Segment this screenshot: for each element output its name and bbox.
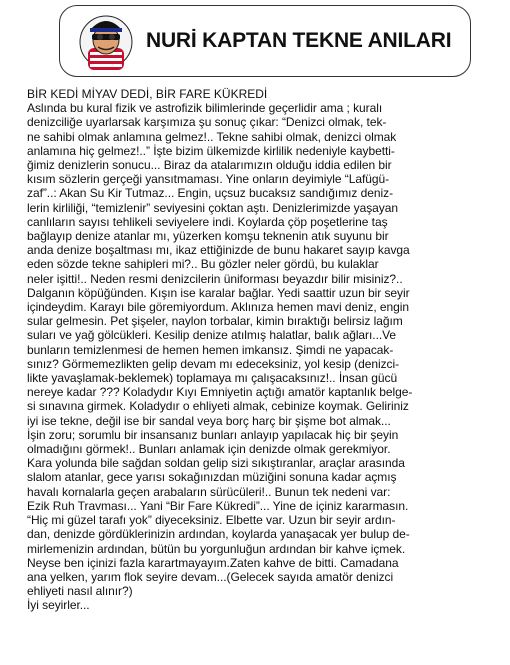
article-line: slalom atanlar, gece yarısı sokağınızdan müziğini sonuna kadar açmış — [27, 470, 397, 485]
article-line: havalı kornalarla geçen arabaların sürücüleri!.. Bunun tek nedeni var: — [27, 484, 391, 499]
article-line: sular gelmesin. Pet şişeler, naylon torbalar, kimin bıraktığı belirsiz lağım — [27, 314, 403, 329]
article-line: anda denize boşaltması mı, ikaz ettiğinizde de bunu hakaret sayıp kavga — [27, 243, 410, 258]
article-line: iyi ise tekne, değil ise bir sandal veya borç harç bir şişme bot almak... — [27, 413, 391, 428]
article-line: Ezik Ruh Travması... Yani “Bir Fare Kükredi”... Yine de içiniz kararmasın. — [27, 498, 409, 513]
article-line: “Hiç mi güzel tarafı yok” diyeceksiniz. Elbette var. Uzun bir seyir ardın- — [27, 513, 396, 528]
article-line: zaf”..: Akan Su Kir Tutmaz... Engin, uçsuz bucaksız sandığımız deniz- — [27, 186, 394, 201]
article-line: bağlayıp denize atanlar mı, yüzerken komşu teknenin atık suyunu bir — [27, 229, 389, 244]
sailor-captain-icon — [78, 8, 134, 74]
article-line: nereye kadar ??? Koladydır Kıyı Emniyetin açtığı amatör kaptanlık belge- — [27, 385, 413, 400]
article-line: likte yavaşlamak-beklemek) toplamaya mı çalışacaksınız!.. İnsan gücü — [27, 371, 398, 386]
article-line: Aslında bu kural fizik ve astrofizik bilimlerinde geçerlidir ama ; kuralı — [27, 101, 383, 116]
article-line: neler işitti!.. Neden resmi denizcilerin üniforması beyazdır bilir misiniz?.. — [27, 271, 403, 286]
article-line: si sınavına girmek. Koladydır o ehliyeti almak, cebinize koymak. Geliriniz — [27, 399, 409, 414]
article-line: denizciliğe uyarlarsak karşımıza şu sonuç çıkar: “Denizci olmak, tek- — [27, 115, 387, 130]
article-line: eden sözde tekne sahipleri mi?.. Bu gözler neler gördü, bu kulaklar — [27, 257, 379, 272]
article — [27, 87, 492, 613]
article-line: ana yelken, yarım flok seyire devam...(Gelecek sayıda amatör denizci — [27, 569, 394, 584]
article-line: anlamına hiç gelmez!..” İşte bizim ülkemizde kirlilik nedeniyle kaybetti- — [27, 143, 395, 158]
article-line: İyi seyirler... — [27, 598, 90, 613]
article-line: mirlemenizin ardından, bütün bu yorgunluğun ardından bir kahve içmek. — [27, 541, 406, 556]
article-line: kısım sözlerin gerçeği yansıtmaması. Yine onların deyimiyle “Lafügü- — [27, 172, 390, 187]
article-line: sınız? Görmemezlikten gelip devam mı edeceksiniz, yol kesip (denizci- — [27, 356, 400, 371]
article-line: Kara yolunda bile sağdan soldan gelip sizi sıkıştıranlar, araçlar arasında — [27, 456, 405, 471]
article-line: lerin kirliliği, “temizlenir” seviyesini çoktan aştı. Denizlerimizde yaşayan — [27, 200, 398, 215]
page-title: NURİ KAPTAN TEKNE ANILARI — [146, 29, 452, 52]
article-line: bunların temizlenmesi de hemen hemen imkansız. Şimdi ne yapacak- — [27, 342, 394, 357]
article-line: canlıların sayısı tehlikeli seviyelere indi. Koylarda çöp poşetlerine taş — [27, 214, 388, 229]
article-line: olmadığını görmek!.. Bunları anlamak için denizde olmak gerekmiyor. — [27, 442, 391, 457]
title-banner — [59, 5, 471, 77]
article-headline: BİR KEDİ MİYAV DEDİ, BİR FARE KÜKREDİ — [27, 87, 268, 101]
article-line: içindeydim. Karayı bile göremiyordum. Aklınıza hemen mavi deniz, engin — [27, 300, 410, 315]
article-line: suları ve yağ gölcükleri. Kesilip denize atılmış halatlar, balık ağları...Ve — [27, 328, 397, 343]
article-line: İşin zoru; sorumlu bir insansanız bunları anlayıp yapılacak hiç bir şeyin — [27, 427, 399, 442]
article-line: ğimiz denizlerin sonucu... Biraz da atalarımızın olduğu iddia edilen bir — [27, 158, 392, 173]
article-body — [27, 101, 492, 612]
article-line: Neyse ben içinizi fazla karartmayayım.Zaten kahve de bitti. Camadana — [27, 555, 399, 570]
article-line: dan, denizde gördüklerinizin ardından, koylarda yanaşacak yer bulup de- — [27, 527, 410, 542]
article-line: ehliyeti nasıl alınır?) — [27, 584, 133, 599]
article-line: ne sahibi olmak anlamına gelmez!.. Tekne sahibi olmak, denizci olmak — [27, 129, 397, 144]
article-line: Dalganın köpüğünden. Kışın ise karalar bağlar. Yedi saattir uzun bir seyir — [27, 285, 410, 300]
